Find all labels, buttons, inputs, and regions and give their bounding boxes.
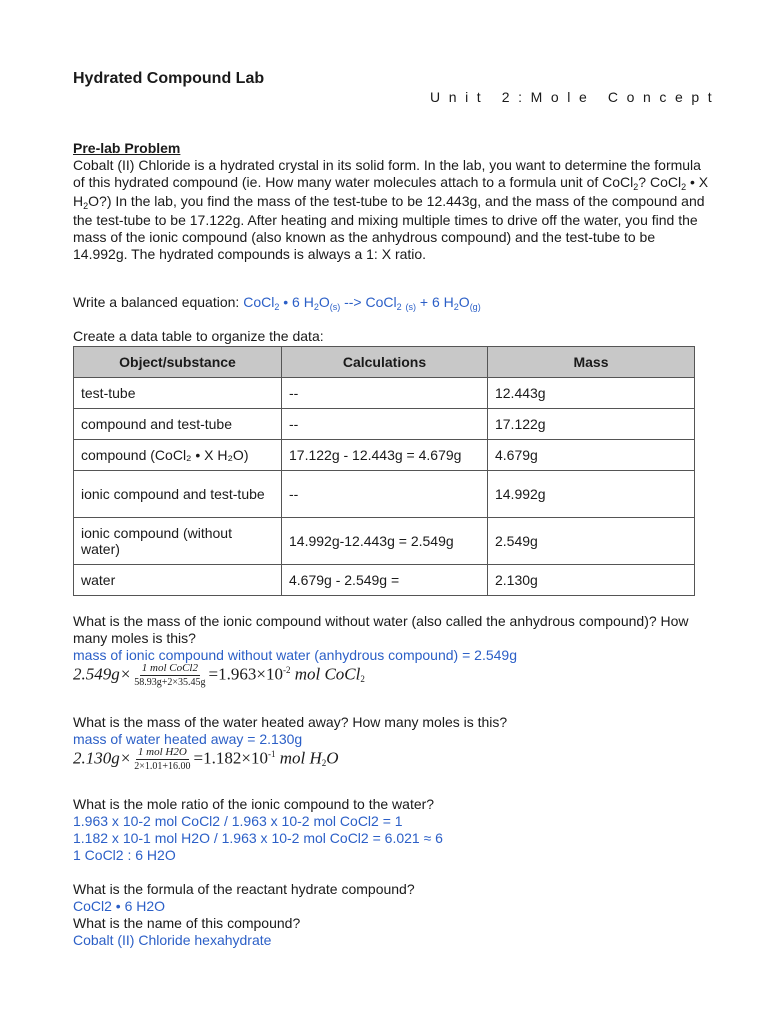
- table-row: [74, 440, 695, 471]
- table-header-row: [74, 347, 695, 378]
- table-intro: Create a data table to organize the data:: [73, 328, 324, 344]
- calculation-2: 2.130g× $\frac{\text{1 mol H2O}}{2\times 1.01+16.00}$ $=1.182\times 10^{-1}$ mol H2O: [73, 746, 339, 772]
- answer-3-line-1: 1.963 x 10-2 mol CoCl2 / 1.963 x 10-2 mol CoCl2 = 1: [73, 813, 403, 829]
- table-row: [74, 565, 695, 596]
- table-cell: 4.679g: [487, 440, 694, 471]
- unit-subtitle: Unit 2:Mole Concept: [430, 89, 721, 105]
- prelab-heading: Pre-lab Problem: [73, 140, 181, 156]
- question-3: What is the mole ratio of the ionic compound to the water?: [73, 796, 435, 812]
- table-cell: 14.992g-12.443g = 2.549g: [282, 518, 488, 565]
- table-cell: 17.122g: [487, 409, 694, 440]
- column-header: Object/substance: [74, 347, 282, 378]
- question-1: What is the mass of the ionic compound without water (also called the anhydrous compound)? How many moles is this?: [73, 613, 689, 646]
- table-cell: --: [282, 378, 488, 409]
- column-header: Calculations: [282, 347, 488, 378]
- table-cell: 17.122g - 12.443g = 4.679g: [282, 440, 488, 471]
- answer-2: mass of water heated away = 2.130g: [73, 731, 303, 747]
- table-cell: ionic compound (without water): [74, 518, 282, 565]
- table-row: [74, 518, 695, 565]
- table-row: [74, 409, 695, 440]
- table-row: [74, 471, 695, 518]
- answer-3-line-2: 1.182 x 10-1 mol H2O / 1.963 x 10-2 mol CoCl2 = 6.021 ≈ 6: [73, 830, 443, 846]
- question-2: What is the mass of the water heated away? How many moles is this?: [73, 714, 508, 730]
- table-cell: 2.549g: [487, 518, 694, 565]
- column-header: Mass: [487, 347, 694, 378]
- prelab-paragraph: Cobalt (II) Chloride is a hydrated crystal in its solid form. In the lab, you want to determine the formula of this hydrated compound (ie. How many water molecules attach to a formula unit of CoCl$_2$? CoCl$_2$ • X $H_2O$?) In the lab, you find the mass of the test-tube to be 12.443g, and the mass of the compound and the test-tube to be 17.122g. After heating and mixing multiple times to drive off the water, you find the mass of the ionic compound (also known as the anhydrous compound) and the test-tube to be 14.992g. The hydrated compounds is always a 1: X ratio.: [73, 157, 709, 262]
- answer-1: mass of ionic compound without water (anhydrous compound) = 2.549g: [73, 647, 517, 663]
- fraction-1: $\frac{\text{1 mol CoCl2}}{58.93g+2\times 35.45g}$: [134, 662, 206, 688]
- question-4: What is the formula of the reactant hydrate compound?: [73, 881, 415, 897]
- calculation-1: 2.549g× $\frac{\text{1 mol CoCl2}}{58.93g+2\times 35.45g}$ $=1.963\times 10^{-2}$ mol CoCl2: [73, 662, 365, 688]
- answer-3-line-3: 1 CoCl2 : 6 H2O: [73, 847, 176, 863]
- table-cell: compound and test-tube: [74, 409, 282, 440]
- table-cell: water: [74, 565, 282, 596]
- document-title: Hydrated Compound Lab: [73, 70, 265, 87]
- table-cell: ionic compound and test-tube: [74, 471, 282, 518]
- equation-answer: CoCl$_2$ • 6 $H_2O_{(s)}$ --> CoCl$_2$ $_{(s)}$ + 6 $H_2O_{(g)}$: [243, 294, 481, 312]
- table-cell: 2.130g: [487, 565, 694, 596]
- table-cell: 4.679g - 2.549g =: [282, 565, 488, 596]
- answer-5: Cobalt (II) Chloride hexahydrate: [73, 932, 272, 948]
- table-cell: --: [282, 409, 488, 440]
- table-cell: 14.992g: [487, 471, 694, 518]
- table-row: [74, 378, 695, 409]
- balanced-equation-line: [73, 294, 481, 313]
- question-5: What is the name of this compound?: [73, 915, 301, 931]
- table-cell: 12.443g: [487, 378, 694, 409]
- fraction-2: $\frac{\text{1 mol H2O}}{2\times 1.01+16.00}$: [134, 746, 191, 772]
- table-cell: compound (CoCl₂ • X H₂O): [74, 440, 282, 471]
- data-table: [73, 346, 695, 596]
- table-cell: test-tube: [74, 378, 282, 409]
- table-cell: --: [282, 471, 488, 518]
- equation-prompt: Write a balanced equation:: [73, 294, 240, 310]
- answer-4: CoCl2 • 6 H2O: [73, 898, 166, 914]
